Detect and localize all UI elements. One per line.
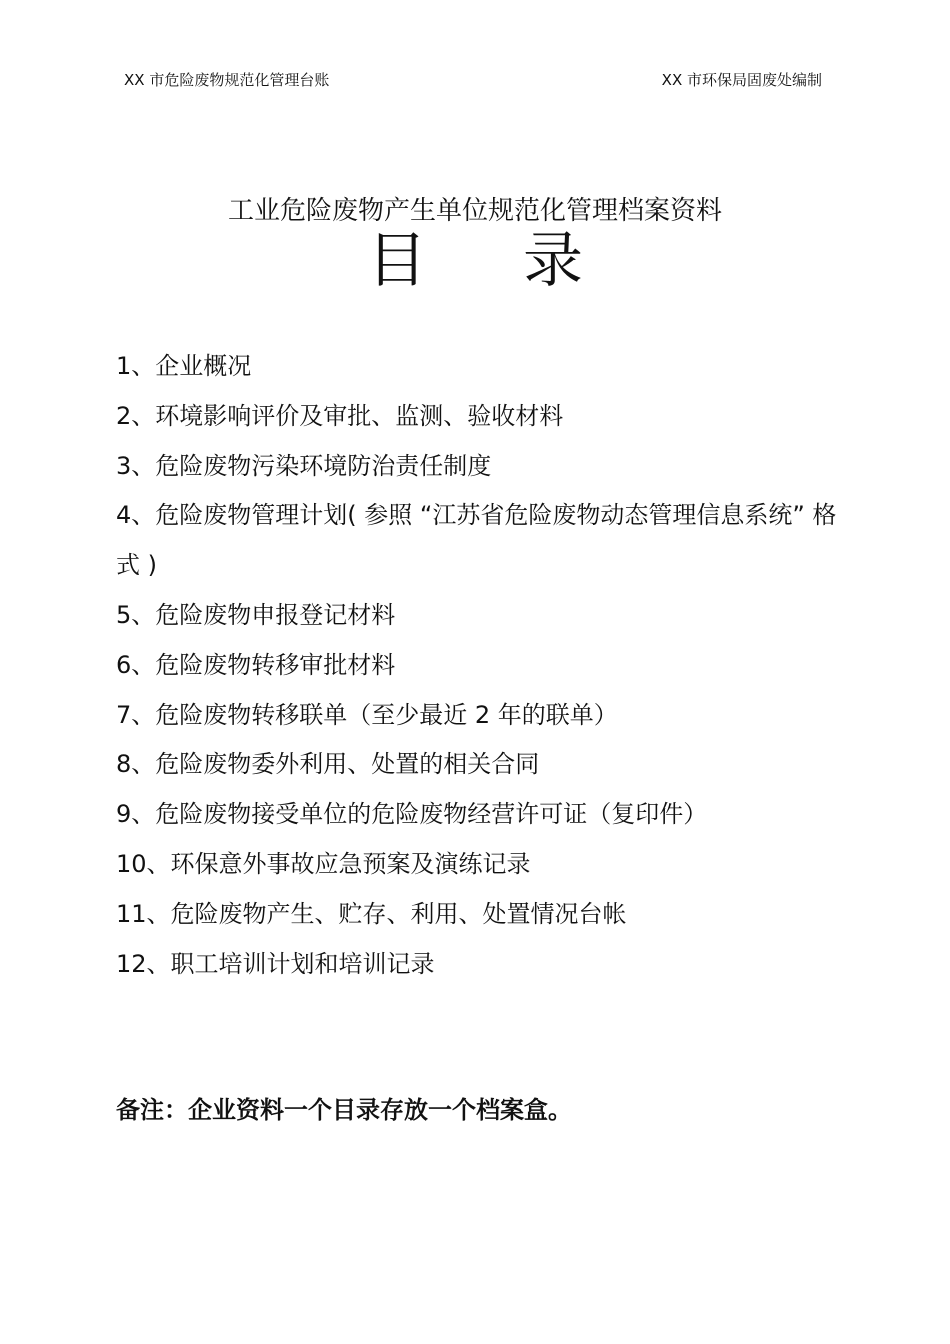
toc-item-9: 9、危险废物接受单位的危险废物经营许可证（复印件） bbox=[116, 800, 708, 829]
toc-item-8: 8、危险废物委外利用、处置的相关合同 bbox=[116, 750, 540, 779]
toc-item-11: 11、危险废物产生、贮存、利用、处置情况台帐 bbox=[116, 899, 627, 928]
toc-item-2: 2、环境影响评价及审批、监测、验收材料 bbox=[116, 401, 564, 430]
header-left-text: XX 市危险废物规范化管理台账 bbox=[124, 71, 330, 89]
toc-item-5: 5、危险废物申报登记材料 bbox=[116, 600, 396, 629]
toc-item-4: 4、危险废物管理计划( 参照 “江苏省危险废物动态管理信息系统” 格式 ) bbox=[116, 501, 837, 580]
remark-note: 备注：企业资料一个目录存放一个档案盒。 bbox=[116, 1096, 572, 1124]
table-of-contents bbox=[116, 342, 846, 989]
toc-item-10: 10、环保意外事故应急预案及演练记录 bbox=[116, 849, 531, 878]
header-right-text: XX 市环保局固废处编制 bbox=[661, 71, 822, 89]
toc-item-1: 1、企业概况 bbox=[116, 352, 252, 380]
toc-item-7: 7、危险废物转移联单（至少最近 2 年的联单） bbox=[116, 700, 618, 729]
toc-item-6: 6、危险废物转移审批材料 bbox=[116, 650, 396, 679]
document-title: 目录 bbox=[367, 226, 679, 296]
document-subtitle: 工业危险废物产生单位规范化管理档案资料 bbox=[227, 196, 722, 226]
toc-item-12: 12、职工培训计划和培训记录 bbox=[116, 949, 435, 978]
toc-item-3: 3、危险废物污染环境防治责任制度 bbox=[116, 451, 492, 480]
